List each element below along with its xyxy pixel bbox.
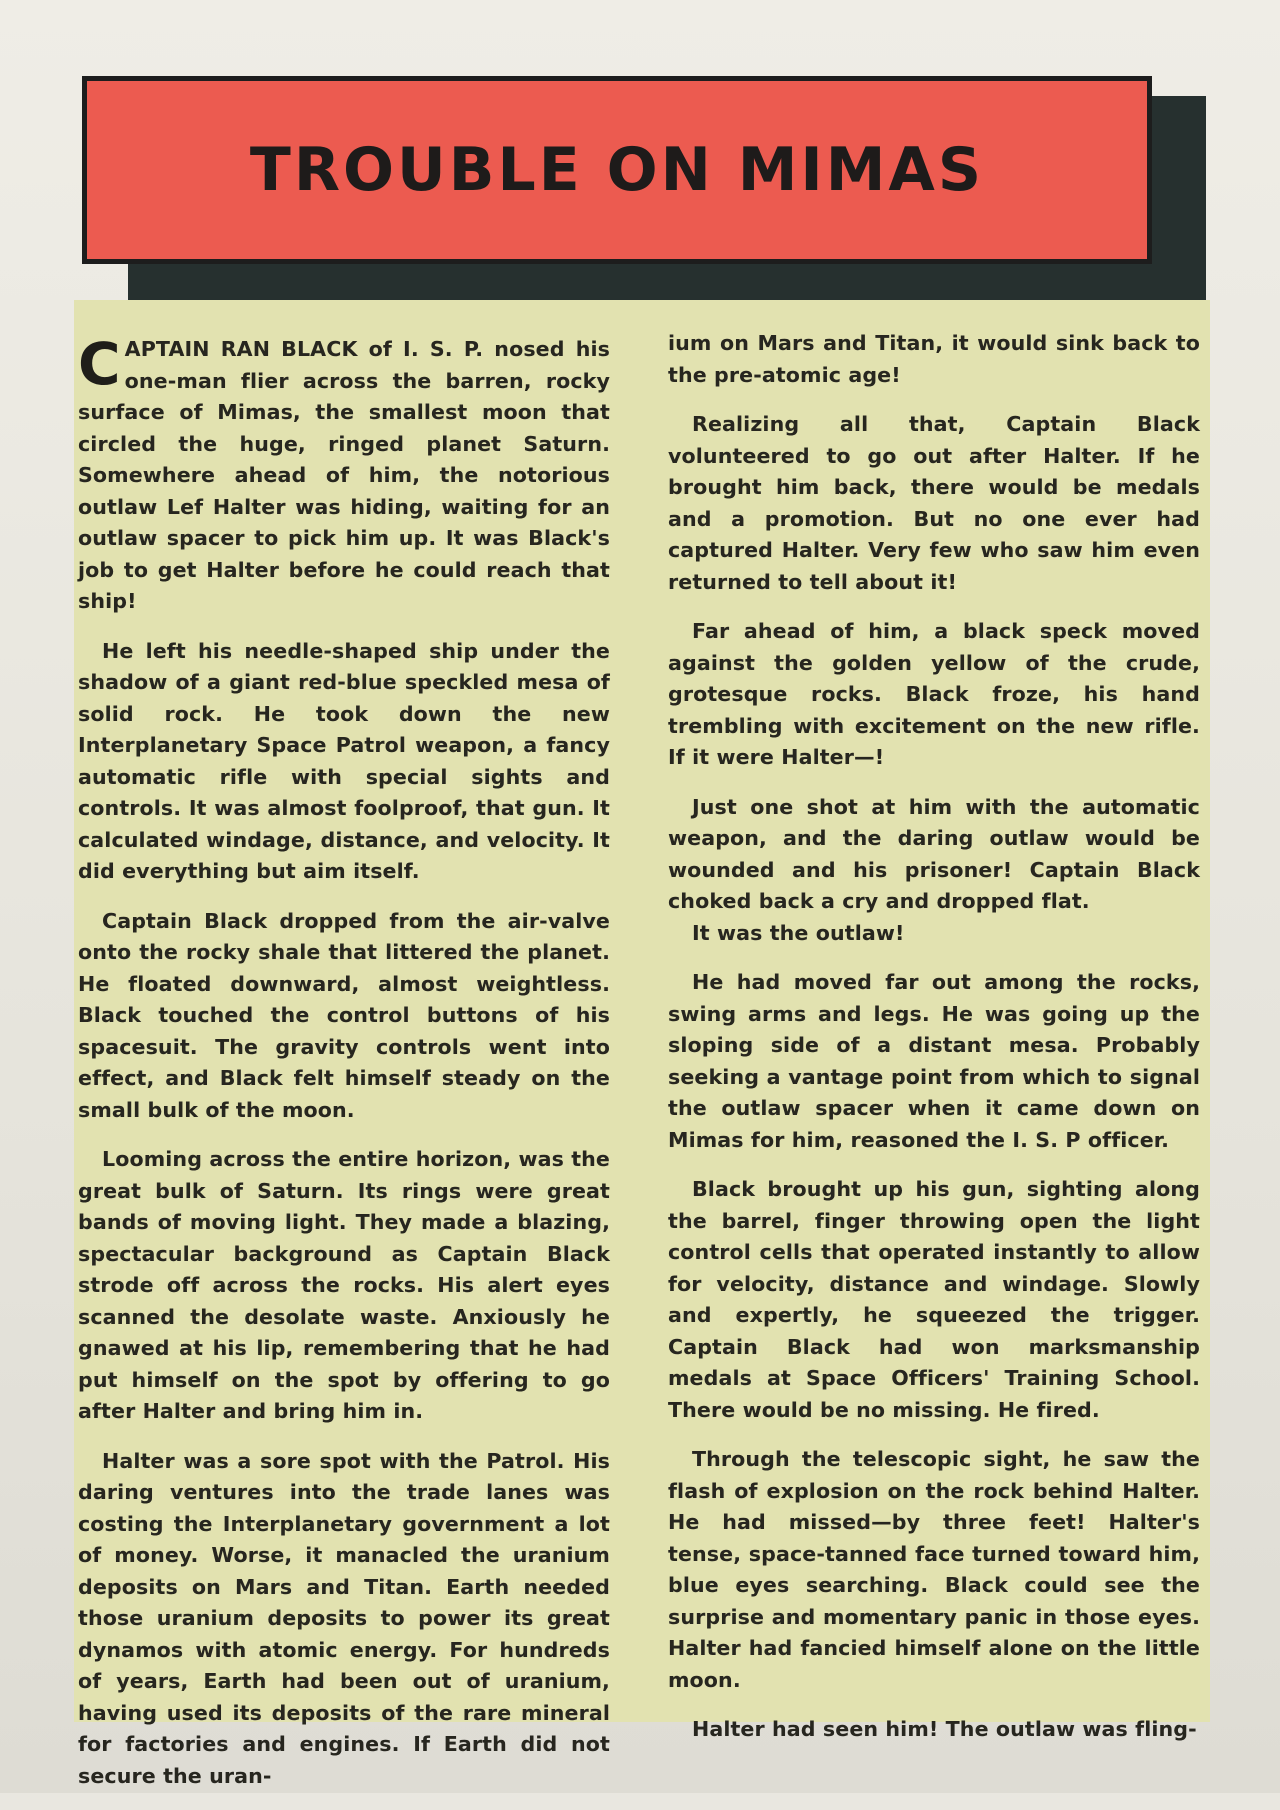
paragraph: Halter had seen him! The outlaw was fling-	[692, 1717, 1197, 1741]
paragraph: Looming across the entire horizon, was the great bulk of Saturn. Its rings were great bands of moving light. They made a blazing, spectacular background as Captain Black strode off across the rocks. His alert eyes scanned the desolate waste. Anxiously he gnawed at his lip, remembering that he had put himself on the spot by offering to go after Halter and bring him in.	[78, 1147, 610, 1423]
paragraph: Halter was a sore spot with the Patrol. His daring ventures into the trade lanes was costing the Interplanetary government a lot of money. Worse, it manacled the uranium deposits on Mars and Titan. Earth needed those uranium deposits to power its great dynamos with atomic energy. For hundreds of years, Earth had been out of uranium, having used its deposits of the rare mineral for factories and engines. If Earth did not secure the uran-	[78, 1448, 610, 1788]
story-title: TROUBLE ON MIMAS	[249, 135, 985, 205]
paragraph: ium on Mars and Titan, it would sink back to the pre-atomic age!	[668, 331, 1200, 387]
opening-caps: APTAIN RAN BLACK	[124, 337, 358, 361]
paragraph: He left his needle-shaped ship under the shadow of a giant red-blue speckled mesa of solid rock. He took down the new Interplanetary Space Patrol weapon, a fancy automatic rifle with special sights and controls. It was almost foolproof, that gun. It calculated windage, distance, and velocity. It did everything but aim itself.	[78, 638, 610, 883]
story-text-panel	[74, 300, 1210, 1788]
paragraph	[78, 330, 610, 618]
paragraph: Realizing all that, Captain Black volunteered to go out after Halter. If he brought him back, there would be medals and a promotion. But no one ever had captured Halter. Very few who saw him even returned to tell about it!	[668, 412, 1200, 594]
left-column	[78, 330, 610, 1810]
paragraph: Through the telescopic sight, he saw the flash of explosion on the rock behind Halter. He had missed—by three feet! Halter's tense, space-tanned face turned toward him, blue eyes searching. Black could see the surprise and momentary panic in those eyes. Halter had fancied himself alone on the little moon.	[668, 1447, 1200, 1692]
paragraph: Black brought up his gun, sighting along the barrel, finger throwing open the light control cells that operated instantly to allow for velocity, distance and windage. Slowly and expertly, he squeezed the trigger. Captain Black had won marksmanship medals at Space Officers' Training School. There would be no missing. He fired.	[668, 1177, 1200, 1422]
paragraph-text: of I. S. P. nosed his one-man flier across the barren, rocky surface of Mimas, the smallest moon that circled the huge, ringed planet Saturn. Somewhere ahead of him, the notorious outlaw Lef Halter was hiding, waiting for an outlaw spacer to pick him up. It was Black's job to get Halter before he could reach that ship!	[78, 337, 610, 613]
paragraph: It was the outlaw!	[692, 920, 905, 945]
paragraph: He had moved far out among the rocks, swing arms and legs. He was going up the sloping side of a distant mesa. Probably seeking a vantage point from which to signal the outlaw spacer when it came down on Mimas for him, reasoned the I. S. P officer.	[668, 970, 1200, 1152]
paragraph: Far ahead of him, a black speck moved against the golden yellow of the crude, grotesque rocks. Black froze, his hand trembling with excitement on the new rifle. If it were Halter—!	[668, 619, 1200, 769]
paragraph: Captain Black dropped from the air-valve onto the rocky shale that littered the planet. He floated downward, almost weightless. Black touched the control buttons of his spacesuit. The gravity controls went into effect, and Black felt himself steady on the small bulk of the moon.	[78, 908, 610, 1122]
title-banner	[82, 76, 1152, 264]
right-column	[668, 328, 1200, 1764]
drop-cap: C	[78, 330, 121, 398]
paragraph: Just one shot at him with the automatic weapon, and the daring outlaw would be wounded and his prisoner! Captain Black choked back a cry and dropped flat.	[668, 794, 1200, 913]
